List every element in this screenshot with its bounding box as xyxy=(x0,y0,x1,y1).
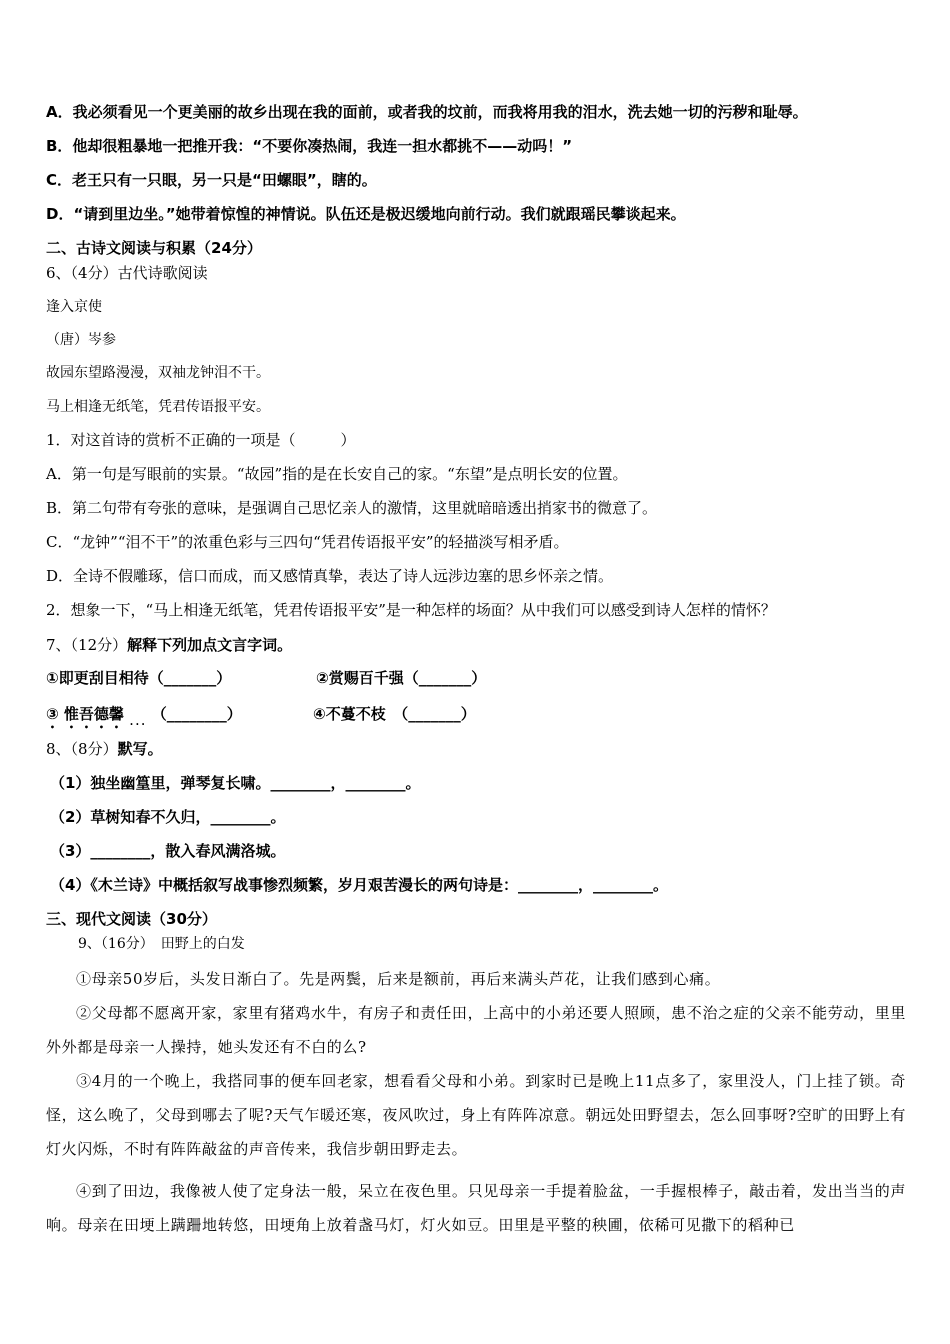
paragraph-1 xyxy=(46,962,906,996)
poem-title: 逢入京使 xyxy=(46,299,102,315)
dot-marks: ... xyxy=(129,711,147,729)
paragraph-2-text: ②父母都不愿离开家，家里有猪鸡水牛，有房子和责任田，上高中的小弟还要人照顾，患不治之症的父亲不能劳动，里里外外都是母亲一人操持，她头发还有不白的么? xyxy=(46,1004,906,1056)
q7-item-3 xyxy=(46,703,242,732)
question-7-instruction: 解释下列加点文言字词。 xyxy=(127,636,293,654)
section-two-heading: 二、古诗文阅读与积累（24分） xyxy=(46,239,262,257)
question-7-prefix: 7、（12分） xyxy=(46,636,128,654)
q7-item-1: ①即更刮目相待（_______） xyxy=(46,669,232,687)
paragraph-4 xyxy=(46,1174,906,1242)
choice-b: B．第二句带有夸张的意味，是强调自己思忆亲人的激情，这里就暗暗透出捎家书的微意了。 xyxy=(46,499,658,517)
question-9-label: 9、（16分） 田野上的白发 xyxy=(78,936,245,952)
section-three-heading: 三、现代文阅读（30分） xyxy=(46,910,217,928)
q7-item-3-blank: （________） xyxy=(151,705,242,723)
option-a: A．我必须看见一个更美丽的故乡出现在我的面前，或者我的坟前，而我将用我的泪水，洗去她一切的污秽和耻辱。 xyxy=(46,103,808,121)
question-6-label: 6、（4分）古代诗歌阅读 xyxy=(46,264,208,282)
q7-item-2: ②赏赐百千强（_______） xyxy=(316,669,487,687)
paragraph-2 xyxy=(46,996,906,1064)
question-8-label xyxy=(46,738,163,760)
question-8-prefix: 8、（8分） xyxy=(46,740,118,758)
choice-c: C．“龙钟”“泪不干”的浓重色彩与三四句“凭君传语报平安”的轻描淡写相矛盾。 xyxy=(46,533,569,551)
q8-line-1: （1）独坐幽篁里，弹琴复长啸。________，________。 xyxy=(50,774,421,792)
choice-d: D．全诗不假雕琢，信口而成，而又感情真挚，表达了诗人远涉边塞的思乡怀亲之情。 xyxy=(46,567,614,585)
q8-line-4: （4）《木兰诗》中概括叙写战事惨烈频繁，岁月艰苦漫长的两句诗是：________，________。 xyxy=(50,876,668,894)
paragraph-4-text: ④到了田边，我像被人使了定身法一般，呆立在夜色里。只见母亲一手提着脸盆，一手握根棒子，敲击着，发出当当的声响。母亲在田埂上蹒跚地转悠，田埂角上放着盏马灯，灯火如豆。田里是平整的秧圃，依稀可见撒下的稻种已 xyxy=(46,1182,906,1234)
q8-line-3: （3）________，散入春风满洛城。 xyxy=(50,842,286,860)
poem-line-1: 故园东望路漫漫，双袖龙钟泪不干。 xyxy=(46,365,270,381)
question-8-instruction: 默写。 xyxy=(117,740,163,758)
paragraph-3-text: ③4月的一个晚上，我搭同事的便车回老家，想看看父母和小弟。到家时已是晚上11点多了，家里没人，门上挂了锁。奇怪，这么晚了，父母到哪去了呢?天气乍暖还寒，夜风吹过，身上有阵阵凉意。朝远处田野望去，怎么回事呀?空旷的田野上有灯火闪烁，不时有阵阵敲盆的声音传来，我信步朝田野走去。 xyxy=(46,1072,906,1158)
choice-a: A．第一句是写眼前的实景。“故园”指的是在长安自己的家。“东望”是点明长安的位置。 xyxy=(46,465,628,483)
paragraph-1-text: ①母亲50岁后，头发日渐白了。先是两鬓，后来是额前，再后来满头芦花，让我们感到心痛。 xyxy=(76,970,721,988)
paragraph-3 xyxy=(46,1064,906,1166)
question-6-sub-1: 1．对这首诗的赏析不正确的一项是（ ） xyxy=(46,431,356,449)
poem-line-2: 马上相逢无纸笔，凭君传语报平安。 xyxy=(46,399,270,415)
q7-item-3-text: ③ 惟吾德馨 xyxy=(46,705,124,723)
question-7-label xyxy=(46,634,292,656)
q8-line-2: （2）草树知春不久归，________。 xyxy=(50,808,286,826)
q7-item-4: ④不蔓不枝 （_______） xyxy=(313,705,476,723)
option-c: C．老王只有一只眼，另一只是“田螺眼”，瞎的。 xyxy=(46,171,377,189)
option-b: B．他却很粗暴地一把推开我：“不要你凑热闹，我连一担水都挑不——动吗！” xyxy=(46,137,573,155)
poem-author: （唐）岑参 xyxy=(46,332,116,348)
option-d: D．“请到里边坐。”她带着惊惶的神情说。队伍还是极迟缓地向前行动。我们就跟瑶民攀谈起来。 xyxy=(46,205,686,223)
question-6-sub-2: 2．想象一下，“马上相逢无纸笔，凭君传语报平安”是一种怎样的场面？从中我们可以感受到诗人怎样的情怀？ xyxy=(46,601,776,619)
